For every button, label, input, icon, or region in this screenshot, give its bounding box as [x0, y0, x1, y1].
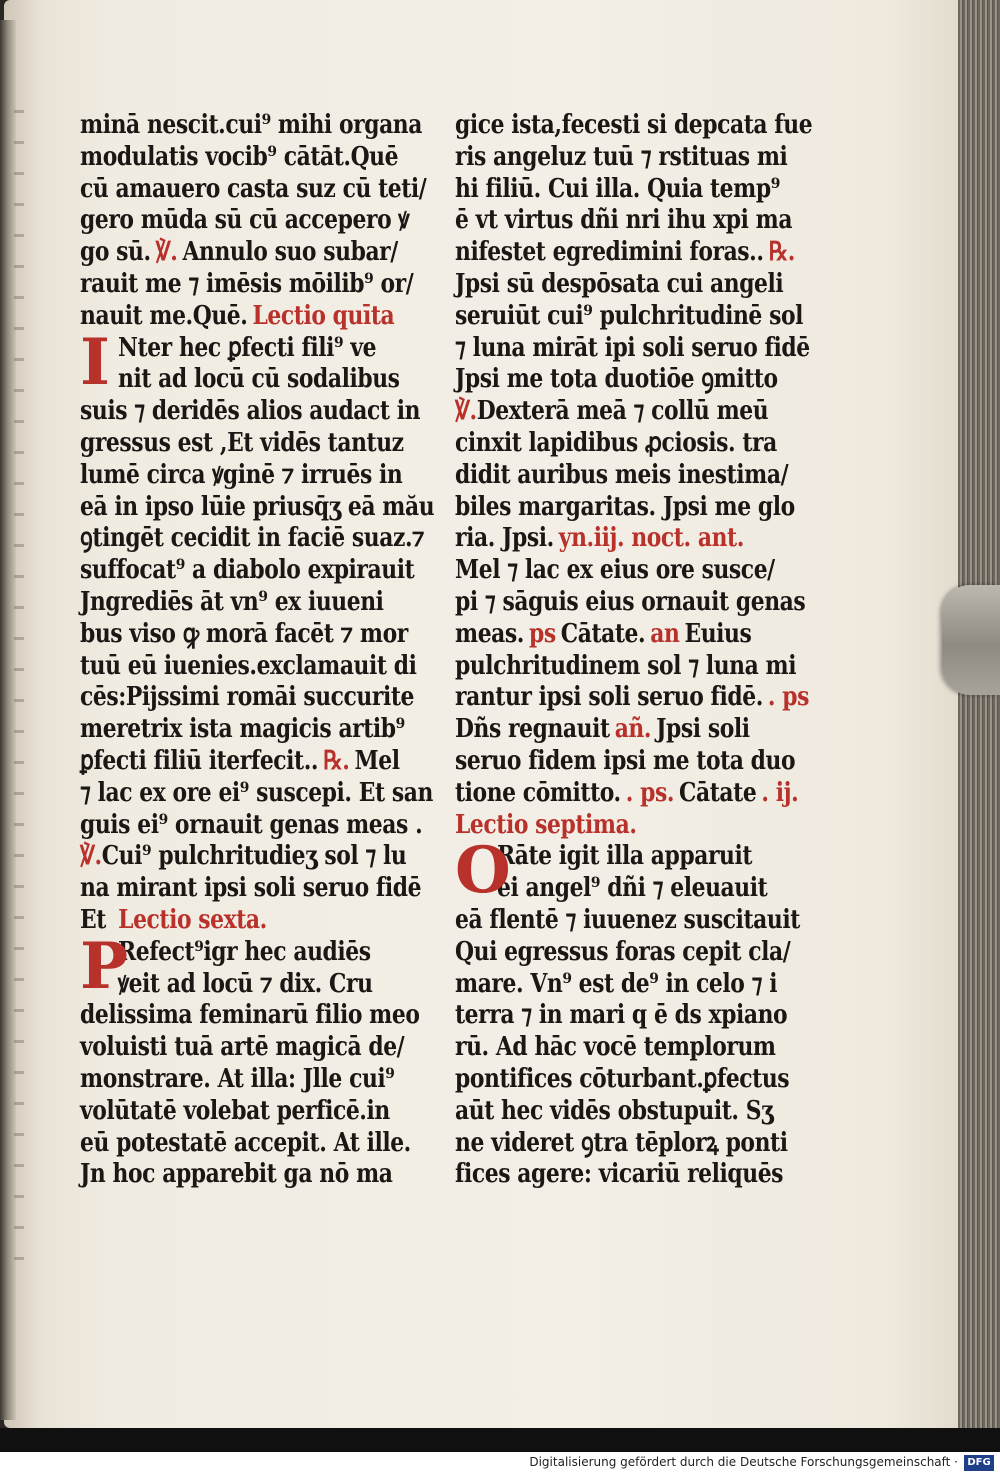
- main-text: Euius: [684, 618, 752, 649]
- red-initial: O: [455, 833, 511, 909]
- text-line: [118, 333, 376, 363]
- main-text: ne videret ꝯtra tēplorꝝ ponti: [455, 1127, 788, 1158]
- text-line: [455, 1096, 773, 1126]
- main-text: Et: [80, 905, 114, 935]
- text-line: [455, 460, 788, 490]
- rubric-text: ℞.: [323, 746, 350, 776]
- text-line: [80, 428, 404, 458]
- text-line: [80, 1064, 394, 1094]
- main-text: eū potestatē accepit. At ille.: [80, 1127, 411, 1158]
- text-line: [455, 428, 777, 458]
- text-line: [80, 142, 398, 172]
- text-line: [80, 555, 414, 585]
- main-text: go sū.: [80, 237, 151, 268]
- main-text: ꝟeit ad locū ⁊ dix. Cru: [118, 968, 373, 999]
- main-text: seruo fidem ipsi me tota duo: [455, 746, 796, 776]
- book-clasp: [942, 585, 1000, 695]
- main-text: Dñs regnauit: [455, 714, 610, 745]
- main-text: ei angel⁹ dñi ⁊ eleuauit: [497, 873, 768, 904]
- text-line: [455, 205, 792, 235]
- red-initial: P: [80, 928, 129, 1004]
- main-text: pontifices cōturbant.ꝑfectus: [455, 1064, 790, 1094]
- main-text: Mel: [354, 746, 400, 776]
- text-line: [80, 1096, 390, 1126]
- text-line: [455, 396, 768, 426]
- text-line: [455, 651, 796, 681]
- text-line: [497, 873, 767, 903]
- text-line: [455, 301, 803, 331]
- main-text: Jpsi me tota duotiōe ꝯmitto: [455, 364, 778, 395]
- main-text: Mel ⁊ lac ex eius ore susce/: [455, 555, 775, 586]
- text-line: [80, 682, 414, 712]
- text-line: [455, 237, 795, 267]
- text-line: [80, 1159, 393, 1189]
- main-text: rū. Ad hāc vocē templorum: [455, 1032, 776, 1063]
- main-text: Cātate: [679, 777, 757, 808]
- text-line: [118, 969, 373, 999]
- text-line: [455, 142, 787, 172]
- rubric-text: Lectio quīta: [252, 300, 395, 331]
- main-text: ⁊ lac ex ore ei⁹ suscepi. Et san: [80, 777, 433, 808]
- text-line: [118, 937, 371, 967]
- main-text: ꝑfecti filiū iterfecit..: [80, 746, 319, 776]
- main-text: minā nescit.cui⁹ mihi organa: [80, 110, 422, 140]
- main-text: ⁊ luna mirāt ipi soli seruo fidē: [455, 332, 810, 363]
- text-line: [80, 492, 434, 522]
- rubric-text: ℣.: [155, 237, 178, 268]
- text-line: [80, 841, 406, 871]
- previous-page-bleed: [14, 110, 24, 1260]
- text-line: [455, 110, 812, 140]
- text-line: [455, 937, 790, 967]
- main-text: nit ad locū cū sodalibus: [118, 364, 400, 395]
- text-line: [80, 746, 400, 776]
- text-line: [455, 619, 751, 649]
- main-text: Annulo suo subar/: [182, 237, 398, 268]
- text-line: [455, 1159, 783, 1189]
- text-line: [455, 714, 750, 744]
- text-line: [118, 364, 400, 394]
- text-line: [80, 587, 384, 617]
- main-text: guis ei⁹ ornauit genas meas .: [80, 809, 423, 840]
- main-text: pulchritudinem sol ⁊ luna mi: [455, 650, 797, 681]
- text-line: [455, 587, 805, 617]
- rubric-text: ℣.: [455, 396, 477, 427]
- main-text: suis ⁊ deridēs alios audact in: [80, 396, 421, 427]
- main-text: ris angeluz tuū ⁊ rstituas mi: [455, 141, 788, 172]
- main-text: seruiūt cui⁹ pulchritudinē sol: [455, 300, 803, 331]
- main-text: cinxit lapidibus ꝓciosis. tra: [455, 428, 777, 458]
- main-text: monstrare. At illa: Jlle cui⁹: [80, 1064, 395, 1094]
- main-text: Cātate.: [560, 618, 646, 649]
- main-text: Refect⁹igr hec audiēs: [118, 936, 371, 967]
- text-line: [455, 333, 810, 363]
- main-text: rantur ipsi soli seruo fidē.: [455, 682, 763, 713]
- rubric-text: . ps: [767, 682, 810, 713]
- text-line: [80, 269, 413, 299]
- main-text: suffocat⁹ a diabolo expirauit: [80, 555, 415, 586]
- main-text: tione cōmitto.: [455, 777, 621, 808]
- text-line: [455, 1000, 787, 1030]
- text-line: [455, 746, 795, 776]
- text-line: [80, 205, 409, 235]
- main-text: na mirant ipsi soli seruo fidē: [80, 873, 422, 904]
- text-line: [455, 905, 800, 935]
- dfg-logo: DFG: [964, 1455, 994, 1471]
- text-line: [80, 1000, 420, 1030]
- rubric-text: . ps.: [625, 777, 675, 808]
- main-text: Cui⁹ pulchritudieʒ sol ⁊ lu: [101, 841, 407, 872]
- main-text: Jpsi soli: [656, 714, 750, 745]
- main-text: bus viso ꝙ morā facēt ⁊ mor: [80, 618, 408, 649]
- text-line: [455, 269, 783, 299]
- scan-bottom-border: [0, 1428, 1000, 1452]
- main-text: Jpsi sū despōsata cui angeli: [455, 269, 784, 299]
- main-text: nauit me.Quē.: [80, 300, 248, 331]
- text-line: [80, 460, 402, 490]
- main-text: meas.: [455, 618, 524, 649]
- main-text: Qui egressus foras cepit cla/: [455, 936, 791, 967]
- main-text: aūt hec vidēs obstupuit. Sʒ: [455, 1095, 774, 1126]
- main-text: nifestet egredimini foras..: [455, 237, 764, 268]
- main-text: volūtatē volebat perficē.in: [80, 1095, 390, 1126]
- main-text: gice ista,fecesti si depcata fue: [455, 110, 813, 140]
- main-text: fices agere: vicariū reliquēs: [455, 1159, 784, 1190]
- rubric-text: Lectio sexta.: [118, 905, 267, 935]
- main-text: cū amauero casta suz cū teti/: [80, 173, 427, 204]
- rubric-text: ℣.: [80, 841, 102, 872]
- text-line: [497, 841, 752, 871]
- main-text: terra ⁊ in mari q ē ds xpiano: [455, 1000, 788, 1031]
- rubric-text: Lectio septima.: [455, 809, 637, 840]
- rubric-text: an: [650, 618, 680, 649]
- text-line: [455, 1032, 776, 1062]
- rubric-text: yn.iij. noct. ant.: [558, 523, 744, 554]
- text-line: [80, 1128, 411, 1158]
- main-text: Jn hoc apparebit ga nō ma: [80, 1159, 393, 1190]
- text-line: [455, 492, 795, 522]
- main-text: Jngrediēs āt vn⁹ ex iuueni: [80, 587, 384, 617]
- main-text: modulatis vocib⁹ cātāt.Quē: [80, 141, 399, 172]
- text-line: [80, 1032, 404, 1062]
- main-text: eā in ipso lūie priusq̄ʒ eā mău: [80, 491, 435, 522]
- main-text: ꝯtingēt cecidit in faciē suaz.⁊: [80, 523, 425, 554]
- main-text: ria. Jpsi.: [455, 523, 554, 554]
- rubric-text: ps: [528, 618, 556, 649]
- text-line: [80, 523, 424, 553]
- text-line: [455, 1128, 788, 1158]
- main-text: tuū eū iuenies.exclamauit di: [80, 650, 417, 681]
- text-line: [80, 651, 416, 681]
- text-line: [80, 110, 422, 140]
- main-text: eā flentē ⁊ iuuenez suscitauit: [455, 905, 800, 935]
- main-text: lumē circa ꝟginē ⁊ irruēs in: [80, 459, 403, 490]
- text-line: [455, 969, 777, 999]
- text-line: [80, 174, 426, 204]
- main-text: Rāte igit illa apparuit: [497, 841, 753, 872]
- text-line: [80, 237, 398, 267]
- text-line: [455, 523, 744, 553]
- rubric-text: ℞.: [768, 237, 795, 268]
- text-line: [80, 396, 420, 426]
- text-line: [455, 364, 778, 394]
- text-line: [80, 778, 433, 808]
- main-text: meretrix ista magicis artib⁹: [80, 714, 405, 745]
- fore-edge-stack: [958, 0, 1000, 1430]
- main-text: didit auribus meis inestima/: [455, 459, 789, 490]
- text-line: [455, 174, 780, 204]
- text-line: [80, 810, 422, 840]
- text-line: [455, 555, 775, 585]
- main-text: biles margaritas. Jpsi me glo: [455, 491, 795, 522]
- footer-credit: Digitalisierung gefördert durch die Deutsche Forschungsgemeinschaft ·: [529, 1455, 958, 1469]
- main-text: voluisti tuā artē magicā de/: [80, 1032, 405, 1063]
- main-text: gressus est ,Et vidēs tantuz: [80, 428, 404, 458]
- text-line: [80, 301, 394, 331]
- rubric-text: añ.: [614, 714, 652, 745]
- main-text: Dexterā meā ⁊ collū meū: [476, 396, 769, 427]
- text-line: [455, 1064, 789, 1094]
- text-line: [80, 873, 421, 903]
- main-text: ē vt virtus dñi nri ihu xpi ma: [455, 205, 793, 236]
- text-line: [80, 619, 408, 649]
- main-text: delissima feminarū filio meo: [80, 1000, 420, 1031]
- main-text: rauit me ⁊ imēsis mōilib⁹ or/: [80, 269, 414, 299]
- main-text: mare. Vn⁹ est de⁹ in celo ⁊ i: [455, 968, 778, 999]
- main-text: pi ⁊ sāguis eius ornauit genas: [455, 587, 806, 617]
- text-line: [80, 714, 405, 744]
- footer-bar: [0, 1452, 1000, 1475]
- text-line: [455, 778, 798, 808]
- red-initial: I: [80, 324, 110, 400]
- rubric-text: . ij.: [761, 777, 799, 808]
- main-text: Nter hec ꝑfecti fili⁹ ve: [118, 332, 377, 363]
- main-text: hi filiū. Cui illa. Quia temp⁹: [455, 173, 780, 204]
- main-text: cēs:Pijssimi romāi succurite: [80, 682, 414, 713]
- main-text: gero mūda sū cū accepero ꝟ: [80, 205, 409, 236]
- text-line: [455, 682, 809, 712]
